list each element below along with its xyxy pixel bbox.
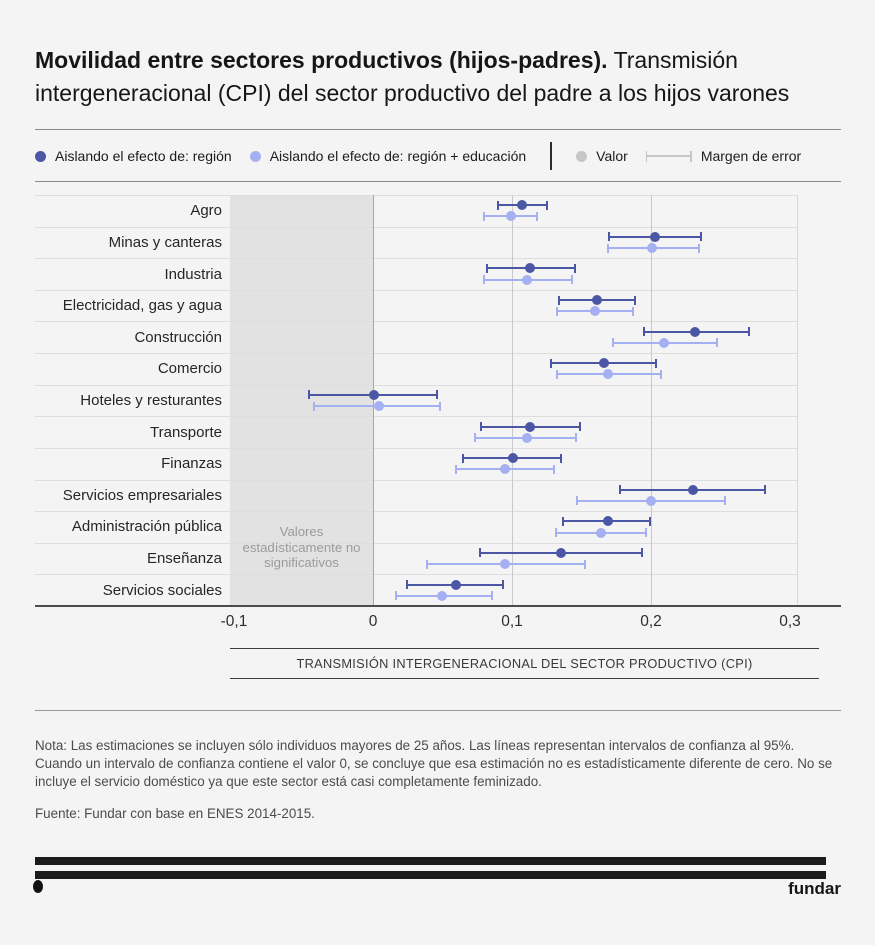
source-text: Fuente: Fundar con base en ENES 2014-2015. (35, 806, 315, 821)
error-bar (479, 548, 643, 558)
error-bar (576, 496, 726, 506)
sector-label: Minas y canteras (108, 233, 222, 251)
x-axis-line (35, 605, 841, 607)
error-bar (607, 243, 700, 253)
divider-line (35, 710, 841, 711)
error-bar (550, 358, 657, 368)
error-bar (612, 338, 718, 348)
error-bar (486, 263, 576, 273)
error-bar (406, 580, 503, 590)
error-bar (562, 516, 651, 526)
sector-label: Servicios empresariales (62, 486, 222, 504)
estimate-dot (596, 528, 606, 538)
estimate-dot (690, 327, 700, 337)
fundar-logo-dot-icon (33, 880, 43, 893)
legend-item-margen-error (646, 148, 801, 164)
estimate-dot (590, 306, 600, 316)
error-bar (395, 591, 492, 601)
estimate-dot (506, 211, 516, 221)
page-title (35, 44, 841, 110)
estimate-dot (522, 433, 532, 443)
error-bar (474, 433, 577, 443)
error-bar (426, 559, 586, 569)
divider-line (35, 181, 841, 182)
legend-label: Margen de error (700, 148, 802, 164)
estimate-dot (599, 358, 609, 368)
estimate-dot (592, 295, 602, 305)
estimate-dot (646, 496, 656, 506)
error-bar (455, 464, 555, 474)
legend-dot-dark-icon (35, 151, 46, 162)
x-tick-label: 0,1 (501, 613, 523, 630)
fundar-logo: fundar (788, 879, 841, 898)
x-tick-label: -0,1 (220, 613, 248, 630)
sector-label: Administración pública (71, 518, 222, 536)
estimate-dot (603, 369, 613, 379)
sector-label: Transporte (150, 423, 222, 441)
estimate-dot (508, 453, 518, 463)
footer-bar (35, 871, 826, 879)
estimate-dot (369, 390, 379, 400)
page-title-bold: Movilidad entre sectores productivos (hijos-padres). (35, 47, 608, 73)
estimate-dot (451, 580, 461, 590)
sector-label: Electricidad, gas y agua (62, 297, 222, 315)
note-text: Nota: Las estimaciones se incluyen sólo individuos mayores de 25 años. Las líneas representan intervalos de confianza al 95%. Cuando un intervalo de confianza contiene el valor 0, se concluye que esa estimación no es estadísticamente diferente de cero. No se incluye el servicio doméstico ya que este sector está casi completamente feminizado. (35, 738, 833, 789)
error-bar (462, 453, 562, 463)
error-bar (497, 200, 548, 210)
sector-label: Finanzas (161, 455, 222, 473)
error-bar (643, 327, 750, 337)
estimate-dot (522, 275, 532, 285)
error-bar (608, 232, 703, 242)
sector-label: Comercio (157, 360, 222, 378)
error-bar (556, 369, 662, 379)
estimate-dot (437, 591, 447, 601)
error-bar (483, 275, 573, 285)
sector-label: Hoteles y resturantes (80, 391, 222, 409)
legend-dot-gray-icon (576, 151, 587, 162)
error-bar (619, 485, 766, 495)
sector-label: Construcción (134, 328, 222, 346)
dot-error-chart (0, 195, 875, 607)
legend-label: Valor (596, 148, 628, 164)
estimate-dot (659, 338, 669, 348)
x-tick-label: 0 (368, 613, 378, 630)
estimate-dot (525, 263, 535, 273)
page-title-regular: Transmisión intergeneracional (CPI) del sector productivo del padre a los hijos varones (35, 47, 790, 106)
legend-dot-light-icon (250, 151, 261, 162)
error-bar (555, 528, 647, 538)
vertical-gridline (651, 195, 652, 606)
x-tick-label: 0,3 (779, 613, 801, 630)
x-tick-label: 0,2 (640, 613, 662, 630)
error-bar (480, 422, 581, 432)
non-significant-annotation: Valores estadísticamente no significativos (242, 524, 361, 570)
legend-label: Aislando el efecto de: región + educación (269, 148, 527, 164)
x-axis-ticks (220, 613, 801, 635)
chart-legend (35, 140, 847, 172)
estimate-dot (525, 422, 535, 432)
sector-label: Enseñanza (146, 550, 222, 568)
error-bar-icon (646, 151, 692, 162)
legend-item-region-educacion (250, 148, 526, 164)
estimate-dot (688, 485, 698, 495)
estimate-dot (556, 548, 566, 558)
sector-label: Servicios sociales (102, 581, 222, 599)
error-bar (558, 295, 636, 305)
estimate-dot (650, 232, 660, 242)
error-bar (556, 306, 634, 316)
error-bar (308, 390, 439, 400)
x-axis-title-block (230, 648, 819, 679)
legend-item-region (35, 148, 232, 164)
sector-label: Agro (190, 202, 222, 220)
estimate-dot (517, 200, 527, 210)
error-bar (483, 211, 539, 221)
estimate-dot (500, 559, 510, 569)
x-axis-title: TRANSMISIÓN INTERGENERACIONAL DEL SECTOR PRODUCTIVO (CPI) (296, 656, 753, 671)
divider-line (35, 129, 841, 130)
estimate-dot (374, 401, 384, 411)
footer-bar (35, 857, 826, 865)
estimate-dot (603, 516, 613, 526)
plot-right-edge (797, 195, 798, 606)
error-bar (313, 401, 441, 411)
estimate-dot (647, 243, 657, 253)
legend-item-valor (576, 148, 628, 164)
sector-label: Industria (164, 265, 222, 283)
vertical-gridline (512, 195, 513, 606)
estimate-dot (500, 464, 510, 474)
legend-divider (550, 142, 552, 170)
legend-label: Aislando el efecto de: región (55, 148, 232, 164)
